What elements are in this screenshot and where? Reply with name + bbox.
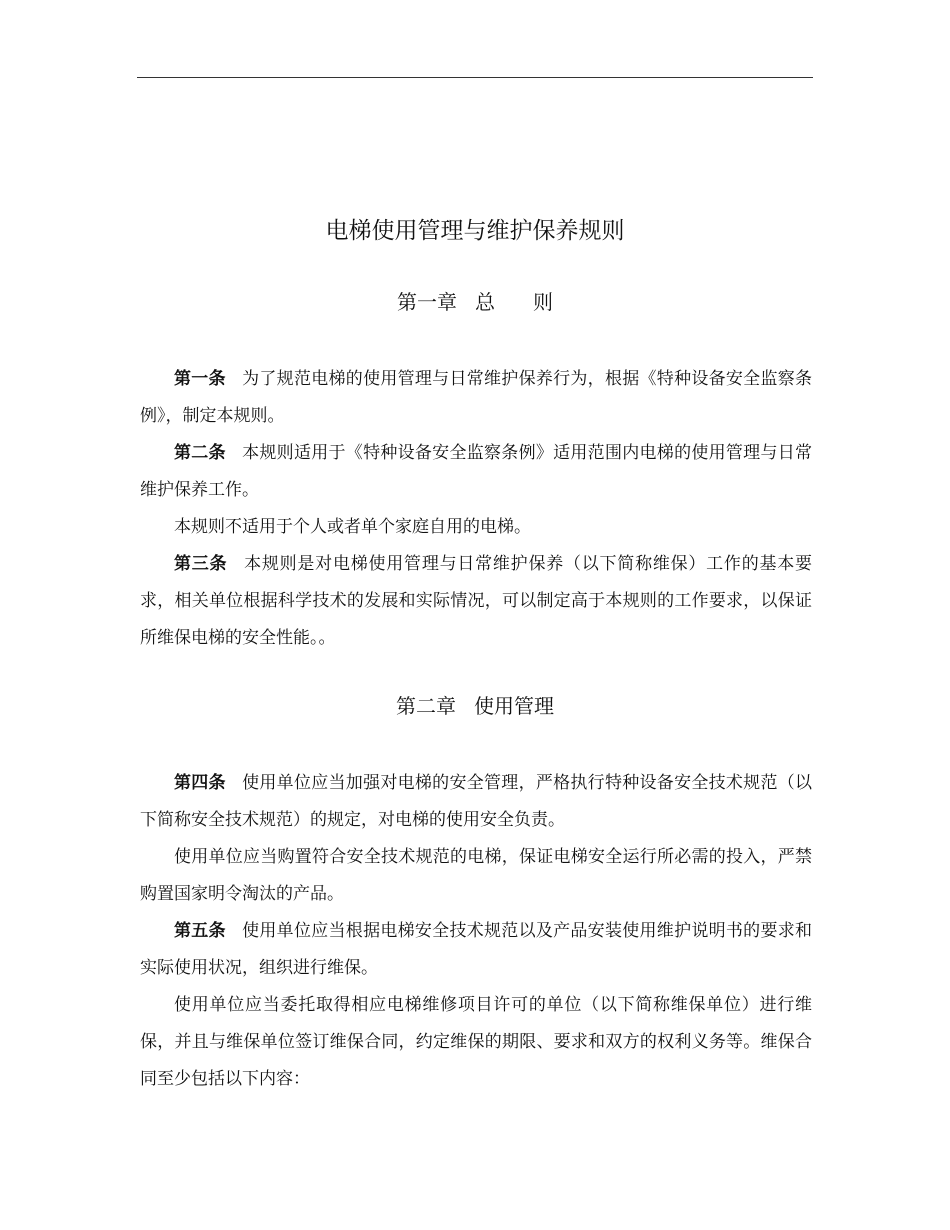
paragraph <box>140 546 812 657</box>
paragraph <box>140 987 812 1098</box>
paragraph-text: 使用单位应当根据电梯安全技术规范以及产品安装使用维护说明书的要求和实际使用状况，组织进行维保。 <box>140 921 813 978</box>
chapter-1-word-2: 则 <box>533 290 553 314</box>
chapter-2-body <box>140 765 812 1098</box>
article-label: 第三条 <box>174 554 228 574</box>
paragraph-text: 为了规范电梯的使用管理与日常维护保养行为，根据《特种设备安全监察条例》，制定本规则。 <box>140 369 813 426</box>
chapter-1-word-1: 总 <box>475 290 495 314</box>
header-rule <box>137 77 813 78</box>
chapter-2-number: 第二章 <box>396 694 456 718</box>
chapter-1-number: 第一章 <box>397 290 457 314</box>
chapter-1-body <box>140 361 812 657</box>
chapter-1-heading <box>0 286 950 315</box>
paragraph <box>140 509 812 546</box>
paragraph-text: 本规则适用于《特种设备安全监察条例》适用范围内电梯的使用管理与日常维护保养工作。 <box>140 443 813 500</box>
paragraph <box>140 913 812 987</box>
paragraph-text: 本规则不适用于个人或者单个家庭自用的电梯。 <box>174 517 531 537</box>
chapter-2-heading <box>0 690 950 719</box>
article-label: 第五条 <box>174 921 226 941</box>
article-label: 第四条 <box>174 773 226 793</box>
paragraph-text: 使用单位应当加强对电梯的安全管理，严格执行特种设备安全技术规范（以下简称安全技术规范）的规定，对电梯的使用安全负责。 <box>140 773 813 830</box>
document-title: 电梯使用管理与维护保养规则 <box>325 218 625 244</box>
article-label: 第二条 <box>174 443 226 463</box>
paragraph <box>140 839 812 913</box>
paragraph-text: 使用单位应当购置符合安全技术规范的电梯，保证电梯安全运行所必需的投入，严禁购置国家明令淘汰的产品。 <box>140 847 812 904</box>
paragraph-text: 本规则是对电梯使用管理与日常维护保养（以下简称维保）工作的基本要求，相关单位根据科学技术的发展和实际情况，可以制定高于本规则的工作要求，以保证所维保电梯的安全性能。。 <box>140 554 813 648</box>
paragraph <box>140 361 812 435</box>
chapter-2-name: 使用管理 <box>474 694 554 718</box>
paragraph <box>140 435 812 509</box>
paragraph-text: 使用单位应当委托取得相应电梯维修项目许可的单位（以下简称维保单位）进行维保，并且与维保单位签订维保合同，约定维保的期限、要求和双方的权利义务等。维保合同至少包括以下内容： <box>140 995 812 1089</box>
paragraph <box>140 765 812 839</box>
article-label: 第一条 <box>174 369 226 389</box>
